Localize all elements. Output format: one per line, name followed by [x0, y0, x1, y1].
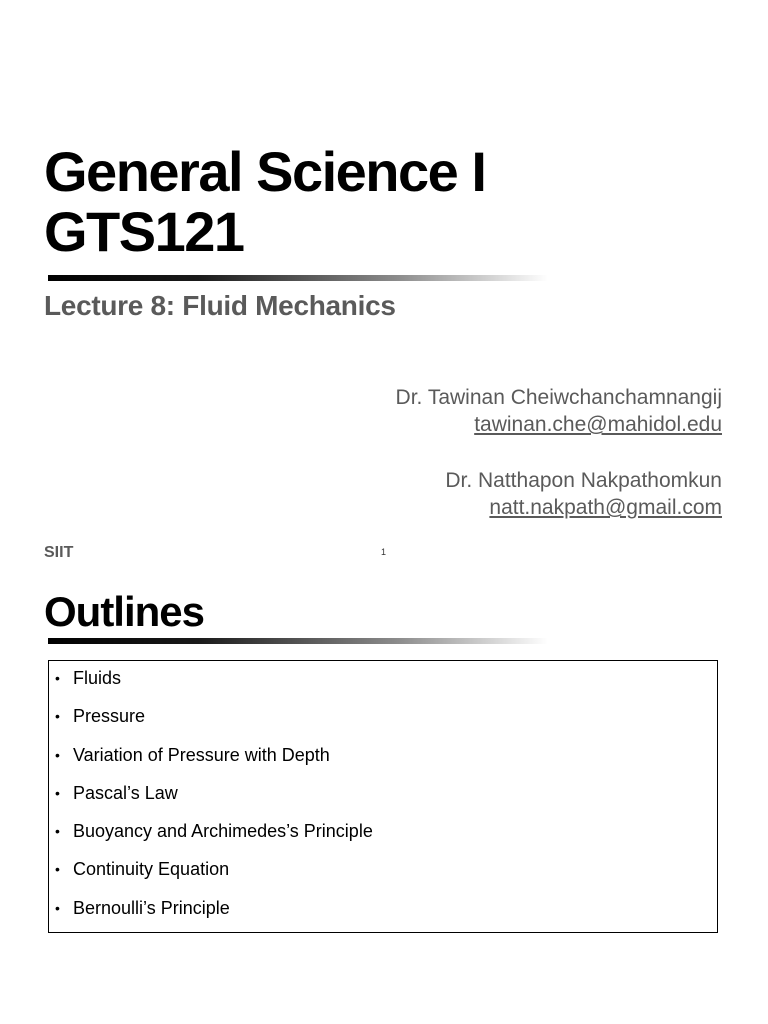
outline-item	[55, 744, 717, 782]
author-email-link[interactable]: tawinan.che@mahidol.edu	[474, 413, 722, 436]
outline-item-label: Buoyancy and Archimedes’s Principle	[73, 821, 373, 842]
outline-item-label: Pascal’s Law	[73, 782, 178, 803]
outline-item-label: Bernoulli’s Principle	[73, 897, 230, 918]
slide-title	[44, 142, 485, 262]
author-name: Dr. Natthapon Nakpathomkun	[445, 469, 722, 492]
outline-item	[55, 705, 717, 743]
outline-item	[55, 667, 717, 705]
title-line-course-name: General Science I	[44, 140, 486, 203]
bullet-icon: •	[55, 823, 60, 840]
outlines-underline	[48, 638, 548, 644]
author-spacer	[396, 438, 722, 467]
author-name: Dr. Tawinan Cheiwchanchamnangij	[395, 386, 722, 409]
bullet-icon: •	[55, 899, 60, 916]
outlines-heading: Outlines	[44, 588, 205, 635]
lecture-subtitle: Lecture 8: Fluid Mechanics	[44, 290, 396, 321]
title-underline	[48, 275, 548, 281]
outline-item-label: Fluids	[73, 668, 122, 688]
bullet-icon: •	[55, 861, 60, 878]
bullet-icon: •	[55, 784, 60, 801]
outline-box	[48, 660, 718, 933]
outline-list	[49, 661, 717, 935]
outline-item-label: Variation of Pressure with Depth	[73, 744, 330, 765]
title-line-course-code: GTS121	[44, 200, 244, 263]
bullet-icon: •	[55, 746, 60, 763]
bullet-icon: •	[55, 708, 60, 725]
author-email-link[interactable]: natt.nakpath@gmail.com	[489, 496, 722, 519]
author-block	[396, 384, 722, 521]
outline-item	[55, 858, 717, 896]
page-number: 1	[381, 547, 387, 557]
outline-item	[55, 820, 717, 858]
footer-institution-label: SIIT	[44, 544, 74, 561]
outline-item	[55, 897, 717, 935]
outline-item-label: Continuity Equation	[73, 859, 230, 880]
bullet-icon: •	[55, 670, 60, 686]
outline-item-label: Pressure	[73, 706, 146, 727]
outline-item	[55, 782, 717, 820]
